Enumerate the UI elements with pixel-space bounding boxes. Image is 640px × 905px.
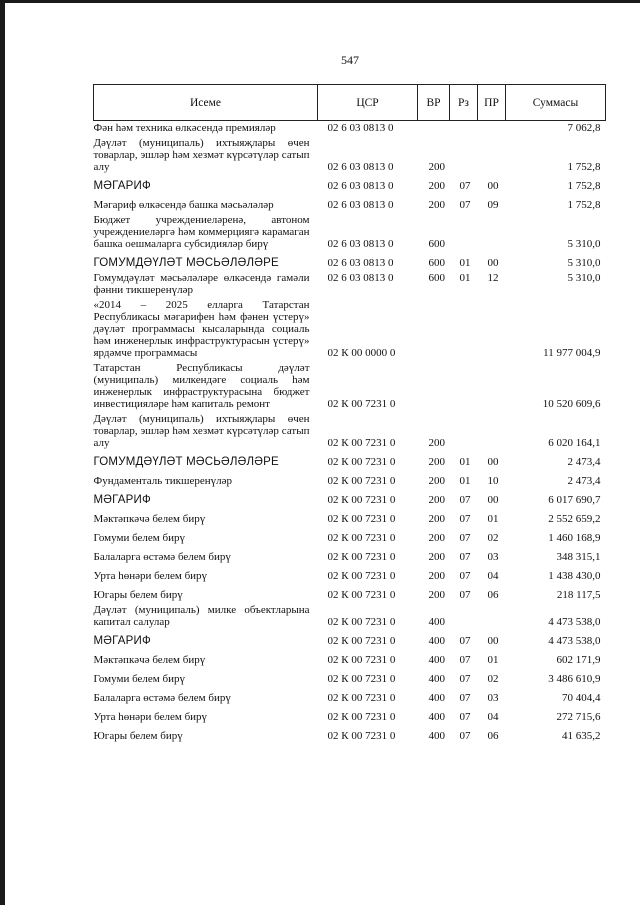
cell-name: Югары белем бирү	[93, 589, 183, 601]
cell-csr: 02 6 03 0813 0	[327, 180, 394, 192]
cell-sum: 1 752,8	[567, 180, 601, 192]
table-header-row	[94, 85, 606, 121]
cell-rz: 07	[459, 494, 471, 506]
table-row	[94, 410, 606, 449]
cell-pr: 01	[487, 513, 499, 525]
cell-sum: 348 315,1	[556, 551, 601, 563]
cell-name: МӘГАРИФ	[93, 635, 151, 647]
cell-sum: 1 752,8	[567, 161, 601, 173]
cell-name: Мәгариф өлкәсендә башка мәсьәләләр	[93, 199, 274, 211]
cell-sum: 2 473,4	[567, 475, 601, 487]
cell-sum: 6 020 164,1	[548, 437, 601, 449]
cell-rz: 01	[459, 272, 471, 284]
cell-csr: 02 К 00 7231 0	[327, 635, 396, 647]
cell-rz	[450, 296, 478, 359]
cell-sum: 5 310,0	[567, 238, 601, 250]
cell-vr: 400	[428, 616, 445, 628]
cell-pr: 06	[487, 589, 499, 601]
cell-rz: 07	[459, 635, 471, 647]
cell-vr: 200	[428, 551, 445, 563]
cell-name: Фундаменталь тикшеренүләр	[93, 475, 232, 487]
table-row	[94, 666, 606, 685]
cell-pr: 00	[487, 257, 499, 269]
cell-name: Мәктәпкәчә белем бирү	[93, 654, 206, 666]
cell-vr: 200	[428, 475, 445, 487]
cell-name: Дәүләт (муниципаль) ихтыяҗлары өчен товарлар, эшләр һәм хезмәт күрсәтүләр сатып алу	[93, 413, 310, 449]
cell-sum: 2 473,4	[567, 456, 601, 468]
cell-csr: 02 К 00 7231 0	[327, 589, 396, 601]
cell-pr	[478, 296, 506, 359]
cell-pr: 00	[487, 456, 499, 468]
cell-name: МӘГАРИФ	[93, 494, 151, 506]
table-row	[94, 449, 606, 468]
cell-rz: 07	[459, 199, 471, 211]
cell-rz: 07	[459, 673, 471, 685]
cell-csr: 02 К 00 7231 0	[327, 475, 396, 487]
table-row	[94, 468, 606, 487]
table-row	[94, 525, 606, 544]
header-csr: ЦСР	[318, 85, 418, 121]
cell-vr: 400	[428, 654, 445, 666]
table-row	[94, 173, 606, 192]
cell-vr: 200	[428, 199, 445, 211]
table-row	[94, 359, 606, 410]
cell-name: Бюджет учреждениеләренә, автоном учреждениеләргә һәм коммерциягә карамаган башка оешмаларга субсидияләр бирү	[93, 214, 310, 250]
cell-csr: 02 6 03 0813 0	[327, 238, 394, 250]
header-rz: Рз	[450, 85, 478, 121]
cell-pr: 02	[487, 532, 499, 544]
header-sum: Суммасы	[506, 85, 606, 121]
cell-vr: 200	[428, 494, 445, 506]
cell-sum: 1 752,8	[567, 199, 601, 211]
cell-pr	[478, 359, 506, 410]
cell-csr: 02 К 00 0000 0	[327, 347, 396, 359]
cell-sum: 2 552 659,2	[548, 513, 601, 525]
cell-csr: 02 К 00 7231 0	[327, 551, 396, 563]
cell-csr: 02 6 03 0813 0	[327, 161, 394, 173]
cell-pr: 00	[487, 635, 499, 647]
cell-vr: 200	[428, 437, 445, 449]
cell-pr: 10	[487, 475, 499, 487]
table-row	[94, 250, 606, 269]
cell-sum: 4 473 538,0	[548, 635, 601, 647]
page-number: 547	[341, 53, 359, 67]
cell-name: Мәктәпкәчә белем бирү	[93, 513, 206, 525]
cell-rz: 07	[459, 589, 471, 601]
cell-pr	[478, 410, 506, 449]
header-name: Исеме	[94, 85, 318, 121]
cell-csr: 02 К 00 7231 0	[327, 513, 396, 525]
cell-name: Татарстан Республикасы дәүләт (муниципаль) милкендәге социаль һәм инженерлык инфраструктурасына бюджет инвестицияләре һәм капиталь ремонт	[93, 362, 310, 410]
cell-vr: 200	[428, 532, 445, 544]
cell-sum: 7 062,8	[567, 122, 601, 134]
cell-csr: 02 К 00 7231 0	[327, 494, 396, 506]
cell-vr: 200	[428, 513, 445, 525]
cell-pr	[478, 134, 506, 173]
cell-sum: 602 171,9	[556, 654, 601, 666]
header-vr: ВР	[418, 85, 450, 121]
cell-rz: 07	[459, 180, 471, 192]
cell-csr: 02 К 00 7231 0	[327, 616, 396, 628]
cell-name: Гомуми белем бирү	[93, 532, 185, 544]
table-row	[94, 211, 606, 250]
budget-table	[93, 84, 606, 742]
cell-vr: 600	[428, 238, 445, 250]
cell-vr: 200	[428, 180, 445, 192]
cell-csr: 02 К 00 7231 0	[327, 532, 396, 544]
cell-name: Балаларга өстәмә белем бирү	[93, 551, 231, 563]
cell-vr: 200	[428, 456, 445, 468]
table-row	[94, 544, 606, 563]
cell-name: Урта һөнәри белем бирү	[93, 711, 208, 723]
cell-vr: 400	[428, 692, 445, 704]
cell-rz: 07	[459, 654, 471, 666]
cell-name: ГОМУМДӘҮЛӘТ МӘСЬӘЛӘЛӘРЕ	[93, 257, 279, 269]
scan-border-top	[0, 0, 640, 3]
cell-vr: 600	[428, 257, 445, 269]
table-row	[94, 134, 606, 173]
cell-name: Балаларга өстәмә белем бирү	[93, 692, 231, 704]
cell-sum: 3 486 610,9	[548, 673, 601, 685]
cell-pr: 04	[487, 570, 499, 582]
cell-vr: 200	[428, 161, 445, 173]
cell-vr	[418, 359, 450, 410]
cell-rz: 07	[459, 513, 471, 525]
header-pr: ПР	[478, 85, 506, 121]
cell-rz: 07	[459, 730, 471, 742]
cell-rz: 01	[459, 257, 471, 269]
table-row	[94, 685, 606, 704]
cell-pr	[478, 211, 506, 250]
cell-rz: 07	[459, 692, 471, 704]
cell-vr: 200	[428, 570, 445, 582]
cell-rz	[450, 359, 478, 410]
cell-csr: 02 К 00 7231 0	[327, 437, 396, 449]
table-row	[94, 704, 606, 723]
cell-vr: 200	[428, 589, 445, 601]
cell-rz	[450, 134, 478, 173]
cell-sum: 41 635,2	[562, 730, 601, 742]
cell-csr: 02 К 00 7231 0	[327, 398, 396, 410]
cell-csr: 02 К 00 7231 0	[327, 654, 396, 666]
cell-name: Дәүләт (муниципаль) милке объектларына капитал салулар	[93, 604, 310, 628]
cell-sum: 1 460 168,9	[548, 532, 601, 544]
table-row	[94, 296, 606, 359]
cell-vr: 400	[428, 635, 445, 647]
cell-name: Гомуми белем бирү	[93, 673, 185, 685]
table-row	[94, 647, 606, 666]
cell-name: МӘГАРИФ	[93, 180, 151, 192]
cell-name: Гомумдәүләт мәсьәләләре өлкәсендә гамәли фәнни тикшеренүләр	[93, 272, 310, 296]
table-row	[94, 192, 606, 211]
cell-csr: 02 К 00 7231 0	[327, 570, 396, 582]
cell-vr: 400	[428, 711, 445, 723]
table-row	[94, 506, 606, 525]
cell-pr: 02	[487, 673, 499, 685]
cell-vr: 400	[428, 673, 445, 685]
cell-pr: 03	[487, 692, 499, 704]
scan-border-left	[0, 0, 5, 905]
cell-sum: 11 977 004,9	[543, 347, 601, 359]
cell-pr	[478, 121, 506, 135]
table-row	[94, 601, 606, 628]
cell-pr: 04	[487, 711, 499, 723]
cell-rz	[450, 121, 478, 135]
cell-sum: 272 715,6	[556, 711, 601, 723]
table-row	[94, 269, 606, 296]
cell-csr: 02 6 03 0813 0	[327, 257, 394, 269]
cell-csr: 02 К 00 7231 0	[327, 711, 396, 723]
cell-name: Фән һәм техника өлкәсендә премияләр	[93, 122, 276, 134]
cell-rz	[450, 410, 478, 449]
cell-pr: 03	[487, 551, 499, 563]
cell-vr: 400	[428, 730, 445, 742]
cell-sum: 4 473 538,0	[548, 616, 601, 628]
cell-rz: 07	[459, 532, 471, 544]
cell-rz: 07	[459, 551, 471, 563]
cell-vr	[418, 296, 450, 359]
cell-pr: 09	[487, 199, 499, 211]
cell-name: Дәүләт (муниципаль) ихтыяҗлары өчен товарлар, эшләр һәм хезмәт күрсәтүләр сатып алу	[93, 137, 310, 173]
cell-sum: 218 117,5	[556, 589, 601, 601]
table-row	[94, 628, 606, 647]
table-body	[94, 121, 606, 743]
cell-vr	[418, 121, 450, 135]
cell-sum: 5 310,0	[567, 257, 601, 269]
cell-pr: 00	[487, 180, 499, 192]
cell-vr: 600	[428, 272, 445, 284]
table-row	[94, 723, 606, 742]
cell-csr: 02 К 00 7231 0	[327, 692, 396, 704]
cell-csr: 02 6 03 0813 0	[327, 122, 394, 134]
cell-pr: 06	[487, 730, 499, 742]
cell-sum: 1 438 430,0	[548, 570, 601, 582]
cell-name: «2014 – 2025 елларга Татарстан Республикасы мәгарифен һәм фәнен үстерү» дәүләт программасы кысаларында социаль һәм инженерлык инфраструктурасын үстерү» ярдәмче программасы	[93, 299, 310, 359]
cell-rz	[450, 211, 478, 250]
table-row	[94, 582, 606, 601]
cell-pr: 01	[487, 654, 499, 666]
cell-csr: 02 К 00 7231 0	[327, 730, 396, 742]
cell-rz: 01	[459, 456, 471, 468]
cell-rz	[450, 601, 478, 628]
cell-rz: 07	[459, 711, 471, 723]
cell-sum: 6 017 690,7	[548, 494, 601, 506]
cell-pr: 00	[487, 494, 499, 506]
cell-sum: 5 310,0	[567, 272, 601, 284]
cell-sum: 10 520 609,6	[542, 398, 601, 410]
cell-name: ГОМУМДӘҮЛӘТ МӘСЬӘЛӘЛӘРЕ	[93, 456, 279, 468]
cell-name: Югары белем бирү	[93, 730, 183, 742]
cell-csr: 02 К 00 7231 0	[327, 456, 396, 468]
cell-name: Урта һөнәри белем бирү	[93, 570, 208, 582]
table-row	[94, 121, 606, 135]
table-row	[94, 563, 606, 582]
cell-pr: 12	[487, 272, 499, 284]
cell-rz: 01	[459, 475, 471, 487]
cell-rz: 07	[459, 570, 471, 582]
cell-sum: 70 404,4	[562, 692, 601, 704]
cell-csr: 02 6 03 0813 0	[327, 272, 394, 284]
table-row	[94, 487, 606, 506]
cell-csr: 02 6 03 0813 0	[327, 199, 394, 211]
cell-pr	[478, 601, 506, 628]
cell-csr: 02 К 00 7231 0	[327, 673, 396, 685]
